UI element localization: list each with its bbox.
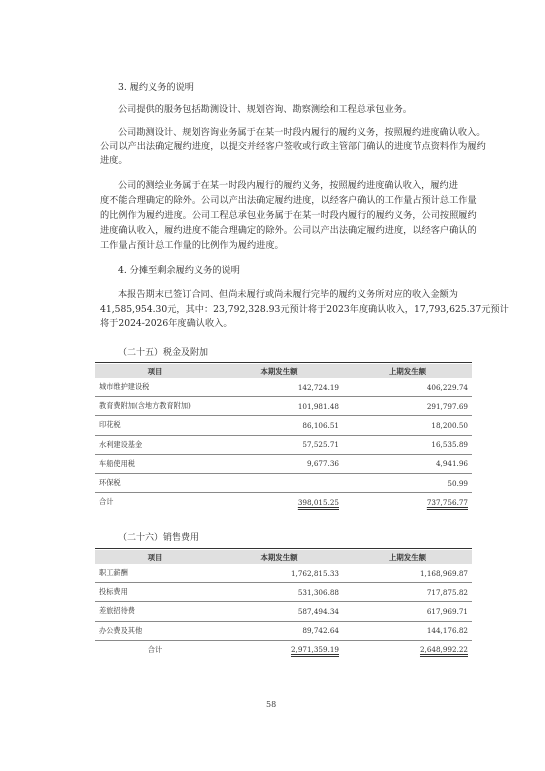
- tax-table-title: （二十五）税金及附加: [118, 348, 209, 358]
- row-label: 投标费用: [95, 583, 215, 602]
- current-period-value: 587,494.34: [215, 602, 343, 621]
- section3-para2-line1: 公司勘测设计、规划咨询业务属于在某一时段内履行的履约义务，按照履约进度确认收入。: [118, 127, 486, 138]
- column-header: 上期发生额: [343, 550, 472, 564]
- row-label: 办公费及其他: [95, 621, 215, 640]
- section4-heading: 4. 分摊至剩余履约义务的说明: [118, 265, 240, 276]
- section3-para3-line4: 进度确认收入，履约进度不能合理确定的除外。公司以产出法确定履约进度，以经客户确认的: [100, 225, 477, 236]
- table-row: [95, 454, 472, 473]
- table-header-row: [95, 364, 472, 378]
- prior-period-value: 4,941.96: [343, 454, 472, 473]
- column-header: 项目: [95, 550, 215, 564]
- prior-period-total: 737,756.77: [426, 497, 468, 507]
- current-period-value: [215, 473, 343, 492]
- current-period-value: 1,762,815.33: [215, 564, 343, 583]
- current-period-value: 531,306.88: [215, 583, 343, 602]
- section3-intro: 公司提供的服务包括勘测设计、规划咨询、勘察测绘和工程总承包业务。: [118, 104, 412, 115]
- column-header: 项目: [95, 364, 215, 378]
- column-header: 本期发生额: [215, 364, 343, 378]
- row-label: 城市维护建设税: [95, 378, 215, 397]
- row-label: 水利建设基金: [95, 435, 215, 454]
- current-period-value: 57,525.71: [215, 435, 343, 454]
- total-label: 合计: [99, 497, 114, 507]
- current-period-value: 142,724.19: [215, 378, 343, 397]
- section3-para2-line3: 进度。: [100, 155, 128, 166]
- sales-table-title: （二十六）销售费用: [118, 533, 200, 543]
- table-row: [95, 397, 472, 416]
- table-row: [95, 416, 472, 435]
- section3-para3-line5: 工作量占预计总工作量的比例作为履约进度。: [100, 240, 284, 251]
- current-period-total: 2,971,359.19: [290, 645, 339, 655]
- prior-period-value: 1,168,969.87: [343, 564, 472, 583]
- current-period-value: 9,677.36: [215, 454, 343, 473]
- section4-line3: 将于2024-2026年度确认收入。: [100, 318, 233, 329]
- section4-line1: 本报告期末已签订合同、但尚未履行或尚未履行完毕的履约义务所对应的收入金额为: [118, 289, 458, 300]
- prior-period-value: 18,200.50: [343, 416, 472, 435]
- table-total-row: [95, 493, 472, 512]
- table-row: [95, 473, 472, 492]
- table-row: [95, 583, 472, 602]
- page-number: 58: [266, 700, 277, 709]
- current-period-value: 89,742.64: [215, 621, 343, 640]
- row-label: 环保税: [95, 473, 215, 492]
- prior-period-value: 50.99: [343, 473, 472, 492]
- current-period-value: 86,106.51: [215, 416, 343, 435]
- table-row: [95, 602, 472, 621]
- section3-para2-line2: 公司以产出法确定履约进度，以提交并经客户签收或行政主管部门确认的进度节点资料作为履约: [100, 141, 486, 152]
- prior-period-value: 617,969.71: [343, 602, 472, 621]
- tax-table: [95, 364, 472, 511]
- table-row: [95, 621, 472, 640]
- table-row: [95, 435, 472, 454]
- prior-period-value: 406,229.74: [343, 378, 472, 397]
- column-header: 上期发生额: [343, 364, 472, 378]
- row-label: 教育费附加(含地方教育附加): [95, 397, 215, 416]
- row-label: 差旅招待费: [95, 602, 215, 621]
- column-header: 本期发生额: [215, 550, 343, 564]
- prior-period-value: 144,176.82: [343, 621, 472, 640]
- prior-period-value: 717,875.82: [343, 583, 472, 602]
- row-label: 印花税: [95, 416, 215, 435]
- sales-table: [95, 550, 472, 659]
- row-label: 车船使用税: [95, 454, 215, 473]
- section3-para3-line2: 度不能合理确定的除外。公司以产出法确定履约进度，以经客户确认的工作量占预计总工作量: [100, 195, 477, 206]
- table-row: [95, 378, 472, 397]
- prior-period-value: 291,797.69: [343, 397, 472, 416]
- prior-period-value: 16,535.89: [343, 435, 472, 454]
- total-label: 合计: [147, 644, 163, 654]
- table-row: [95, 564, 472, 583]
- section3-para3-line1: 公司的测绘业务属于在某一时段内履行的履约义务，按照履约进度确认收入，履约进: [118, 180, 458, 191]
- table-total-row: [95, 640, 472, 659]
- current-period-value: 101,981.48: [215, 397, 343, 416]
- prior-period-total: 2,648,992.22: [419, 645, 468, 655]
- current-period-total: 398,015.25: [297, 497, 339, 507]
- section4-line2: 41,585,954.30元，其中：23,792,328.93元预计将于2023年度确认收入，17,793,625.37元预计: [100, 304, 509, 315]
- section3-heading: 3. 履约义务的说明: [118, 82, 194, 93]
- table-header-row: [95, 550, 472, 564]
- section3-para3-line3: 的比例作为履约进度。公司工程总承包业务属于在某一时段内履行的履约义务，公司按照履约: [100, 210, 477, 221]
- row-label: 职工薪酬: [95, 564, 215, 583]
